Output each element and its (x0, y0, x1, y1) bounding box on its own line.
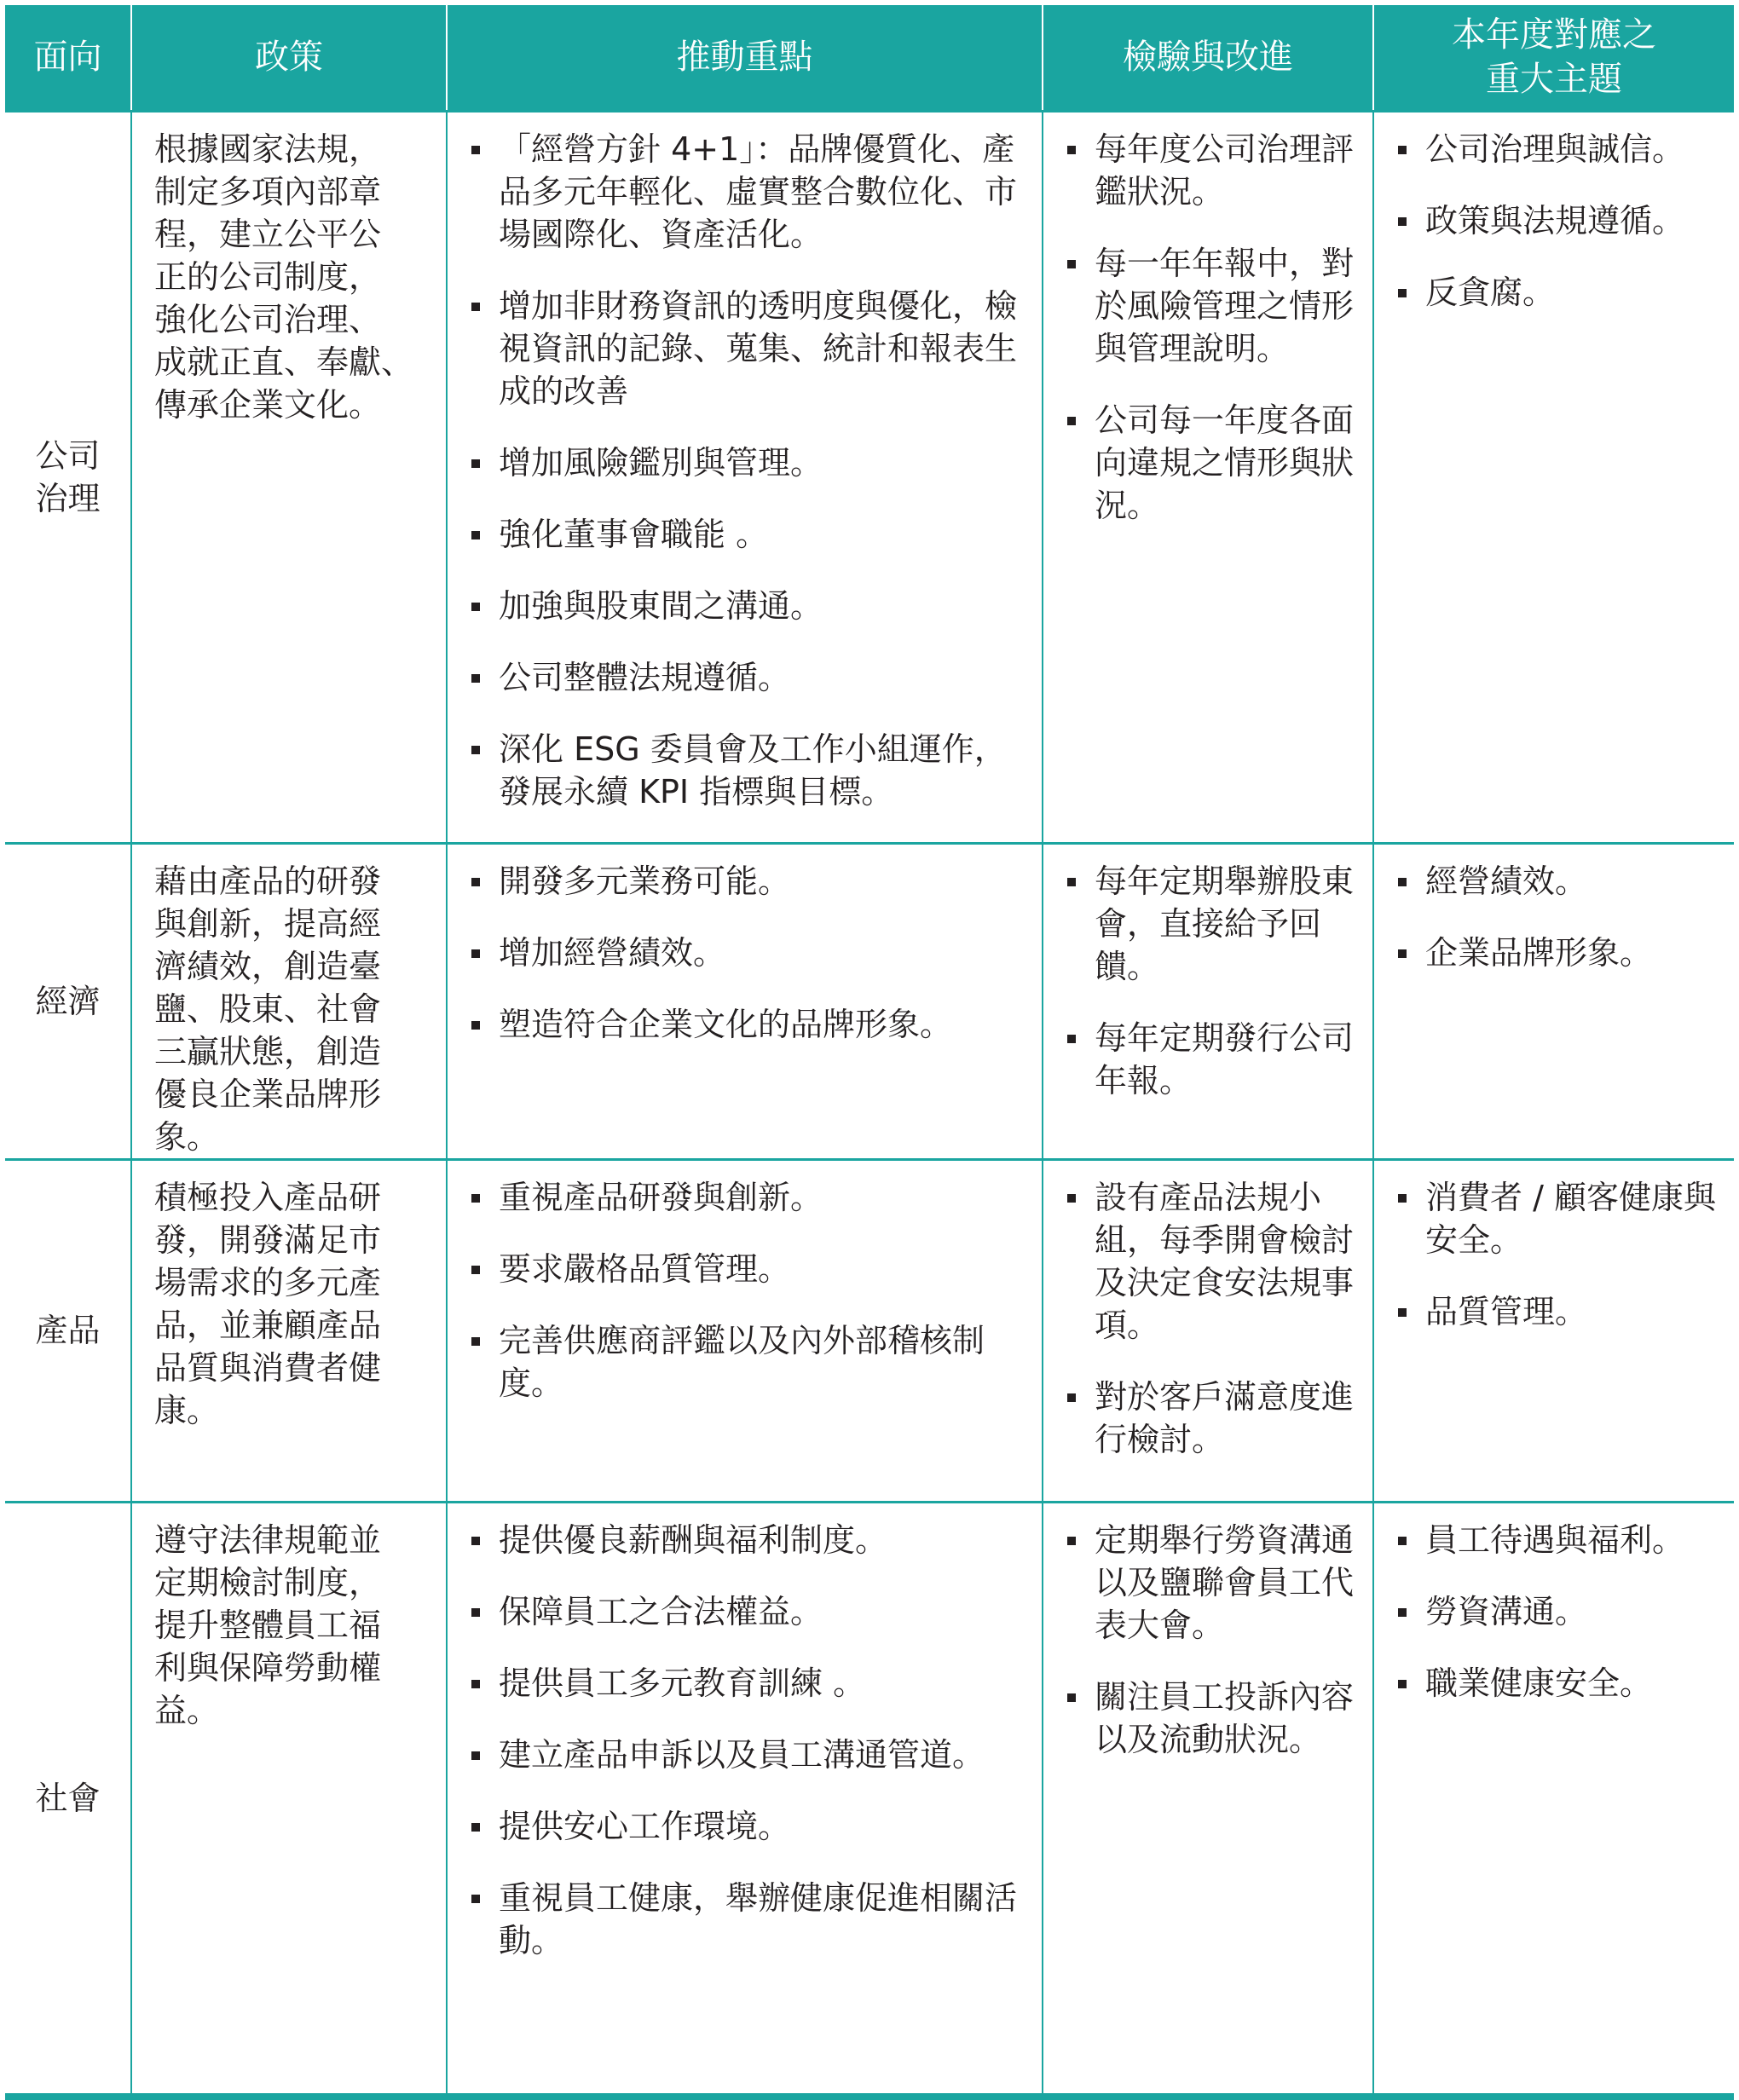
management-policy-table (5, 5, 1734, 2100)
focus-list (468, 860, 1028, 1046)
list-item: 「經營方針 4+1」：品牌優質化、產品多元年輕化、虛實整合數位化、市場國際化、資產活化。 (468, 128, 1028, 256)
list-item: 公司整體法規遵循。 (468, 656, 1028, 699)
review-list (1064, 1519, 1359, 1761)
review-cell (1043, 1159, 1373, 1502)
topics-cell (1373, 1502, 1734, 2097)
topics-cell (1373, 843, 1734, 1159)
focus-cell (447, 111, 1043, 843)
list-item: 增加非財務資訊的透明度與優化，檢視資訊的記錄、蒐集、統計和報表生成的改善 (468, 285, 1028, 412)
list-item: 定期舉行勞資溝通以及鹽聯會員工代表大會。 (1064, 1519, 1359, 1647)
list-item: 員工待遇與福利。 (1395, 1519, 1720, 1561)
topics-list (1395, 1176, 1720, 1333)
list-item: 職業健康安全。 (1395, 1662, 1720, 1705)
list-item: 增加風險鑑別與管理。 (468, 441, 1028, 484)
list-item: 公司每一年度各面向違規之情形與狀況。 (1064, 399, 1359, 527)
list-item: 品質管理。 (1395, 1290, 1720, 1333)
list-item: 每年定期發行公司年報。 (1064, 1017, 1359, 1102)
list-item: 設有產品法規小組，每季開會檢討及決定食安法規事項。 (1064, 1176, 1359, 1347)
focus-list (468, 1519, 1028, 1962)
list-item: 增加經營績效。 (468, 932, 1028, 974)
policy-cell: 遵守法律規範並 定期檢討制度， 提升整體員工福 利與保障勞動權 益。 (131, 1502, 447, 2097)
review-cell (1043, 1502, 1373, 2097)
list-item: 對於客戶滿意度進行檢討。 (1064, 1376, 1359, 1461)
list-item: 每年定期舉辦股東會，直接給予回饋。 (1064, 860, 1359, 988)
list-item: 完善供應商評鑑以及內外部稽核制度。 (468, 1319, 1028, 1405)
list-item: 提供安心工作環境。 (468, 1805, 1028, 1848)
policy-cell: 根據國家法規， 制定多項內部章 程，建立公平公 正的公司制度， 強化公司治理、 成就正直、奉獻、 傳承企業文化。 (131, 111, 447, 843)
topics-cell (1373, 111, 1734, 843)
list-item: 公司治理與誠信。 (1395, 128, 1720, 170)
aspect-cell: 公司 治理 (5, 111, 131, 843)
list-item: 建立產品申訴以及員工溝通管道。 (468, 1734, 1028, 1776)
review-cell (1043, 843, 1373, 1159)
list-item: 開發多元業務可能。 (468, 860, 1028, 903)
review-list (1064, 128, 1359, 527)
list-item: 深化 ESG 委員會及工作小組運作，發展永續 KPI 指標與目標。 (468, 728, 1028, 813)
list-item: 政策與法規遵循。 (1395, 199, 1720, 242)
list-item: 消費者 / 顧客健康與安全。 (1395, 1176, 1720, 1261)
list-item: 關注員工投訴內容以及流動狀況。 (1064, 1676, 1359, 1761)
topics-list (1395, 128, 1720, 314)
row-product (5, 1159, 1734, 1502)
list-item: 勞資溝通。 (1395, 1590, 1720, 1633)
list-item: 重視產品研發與創新。 (468, 1176, 1028, 1219)
header-policy: 政策 (131, 5, 447, 111)
list-item: 保障員工之合法權益。 (468, 1590, 1028, 1633)
aspect-cell: 經濟 (5, 843, 131, 1159)
policy-cell: 積極投入產品研 發，開發滿足市 場需求的多元產 品，並兼顧產品 品質與消費者健 康。 (131, 1159, 447, 1502)
header-review: 檢驗與改進 (1043, 5, 1373, 111)
row-economy (5, 843, 1734, 1159)
list-item: 重視員工健康，舉辦健康促進相關活動。 (468, 1877, 1028, 1962)
list-item: 企業品牌形象。 (1395, 932, 1720, 974)
focus-list (468, 128, 1028, 813)
list-item: 經營績效。 (1395, 860, 1720, 903)
review-list (1064, 860, 1359, 1102)
header-aspect: 面向 (5, 5, 131, 111)
list-item: 塑造符合企業文化的品牌形象。 (468, 1003, 1028, 1046)
header-focus: 推動重點 (447, 5, 1043, 111)
list-item: 要求嚴格品質管理。 (468, 1248, 1028, 1290)
topics-cell (1373, 1159, 1734, 1502)
header-row (5, 5, 1734, 111)
topics-list (1395, 860, 1720, 974)
list-item: 強化董事會職能 。 (468, 513, 1028, 556)
list-item: 提供員工多元教育訓練 。 (468, 1662, 1028, 1705)
list-item: 加強與股東間之溝通。 (468, 585, 1028, 627)
review-list (1064, 1176, 1359, 1461)
list-item: 每一年年報中，對於風險管理之情形與管理說明。 (1064, 242, 1359, 370)
list-item: 反貪腐。 (1395, 271, 1720, 314)
list-item: 提供優良薪酬與福利制度。 (468, 1519, 1028, 1561)
header-topics: 本年度對應之 重大主題 (1373, 5, 1734, 111)
aspect-cell: 社會 (5, 1502, 131, 2097)
policy-cell: 藉由產品的研發 與創新，提高經 濟績效，創造臺 鹽、股東、社會 三贏狀態，創造 優良企業品牌形 象。 (131, 843, 447, 1159)
review-cell (1043, 111, 1373, 843)
row-governance (5, 111, 1734, 843)
focus-cell (447, 1159, 1043, 1502)
focus-list (468, 1176, 1028, 1405)
focus-cell (447, 843, 1043, 1159)
list-item: 每年度公司治理評鑑狀況。 (1064, 128, 1359, 213)
topics-list (1395, 1519, 1720, 1705)
row-society (5, 1502, 1734, 2097)
aspect-cell: 產品 (5, 1159, 131, 1502)
focus-cell (447, 1502, 1043, 2097)
